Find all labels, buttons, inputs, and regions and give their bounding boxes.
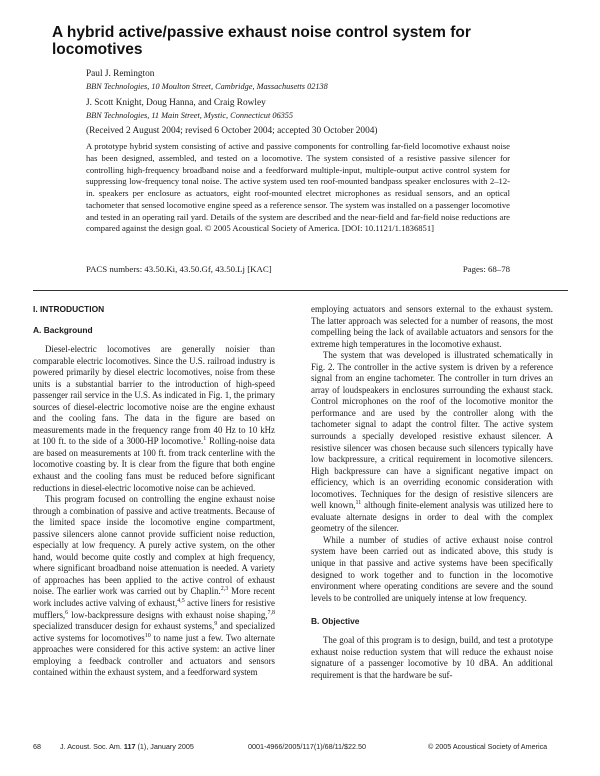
abstract [86,141,510,235]
received-dates: (Received 2 August 2004; revised 6 October 2004; accepted 30 October 2004) [86,126,378,136]
abstract-text: A prototype hybrid system consisting of active and passive components for controlling far-field locomotive exhaust noise has been designed, assembled, and tested on a locomotive. The system consisted of a resistive passive silencer for controlling high-frequency broadband noise and a feedforward multiple-input, multiple-output active control system for suppressing low-frequency tonal noise. The active system used ten roof-mounted bandpass speaker enclosures with 2–12-in. speakers per enclosure as actuators, eight roof-mounted electret microphones as residual sensors, and an optical tachometer that sensed locomotive engine speed as a reference sensor. The system was installed on a passenger locomotive and tested in an operating rail yard. Details of the system are described and the near-field and far-field noise reductions are compared against the design goal. [86,141,510,234]
footer-page-number: 68 [33,742,41,751]
affiliation-2: BBN Technologies, 11 Main Street, Mystic, Connecticut 06355 [86,111,294,120]
pacs-numbers: PACS numbers: 43.50.Ki, 43.50.Gf, 43.50.Lj [KAC] [86,264,272,274]
footer-copyright: © 2005 Acoustical Society of America [428,742,548,751]
section-heading-introduction: I. INTRODUCTION [33,304,105,314]
doi: [DOI: 10.1121/1.1836851] [341,223,435,234]
paragraph: The system that was developed is illustrated schematically in Fig. 2. The controller in the active system is driven by a reference signal from an engine tachometer. The controller in turn drives an array of loudspeakers in enclosures surrounding the exhaust stack. Control microphones on the roof of the locomotive monitor the performance and are used by the controller along with the tachometer signal to adapt the control filter. The active system surrounds a specially developed resistive exhaust silencer. A resistive silencer was chosen because such silencers typically have low backpressure, a critical requirement in locomotive silencers. High backpressure can have a significant negative impact on efficiency, which is an overriding economic consideration with locomotives. Techniques for the design of resistive silencers are well known,$^{11}$ although finite-element analysis was utilized here to evaluate alternate designs in order to deal with the complex geometry of the silencer. [311,350,553,534]
paper-title: A hybrid active/passive exhaust noise control system for locomotives [52,24,471,58]
paragraph: employing actuators and sensors external to the exhaust system. The latter approach was selected for a number of reasons, the most compelling being the lack of available actuators and sensors for the extreme high temperatures in the locomotive exhaust. [311,304,553,349]
author-1: Paul J. Remington [86,69,155,79]
footer-journal: J. Acoust. Soc. Am. 117 (1), January 2005 [60,742,194,751]
paragraph: While a number of studies of active exhaust noise control system have been carried out as indicated above, this study is unique in that passive and active systems have been specifically designed to work together and to function in the locomotive environment where operating conditions are severe and the sound levels to be controlled are uniquely intense at low frequency. [311,534,553,603]
subsection-heading-objective: B. Objective [311,616,360,627]
affiliation-1: BBN Technologies, 10 Moulton Street, Cambridge, Massachusetts 02138 [86,82,328,91]
right-column [311,304,553,681]
footer-code: 0001-4966/2005/117(1)/68/11/$22.50 [248,742,367,751]
paragraph: Diesel-electric locomotives are generally noisier than comparable electric locomotives. Since the U.S. railroad industry is powered primarily by diesel electric locomotives, noise from these units is a substantial barrier to the introduction of high-speed passenger rail service in the U.S. As indicated in Fig. 1, the primary sources of diesel-electric locomotive noise are the engine exhaust and the cooling fans. The data in the figure are based on measurements made in the frequency range from 40 Hz to 10 kHz at 100 ft. to the side of a 3000-HP locomotive.$^1$ Rolling-noise data are based on measurements at 100 ft. from track centerline with the locomotive coasting by. It is clear from the figure that both engine exhaust and the cooling fans must be reduced before significant reductions in diesel-electric locomotive noise can be achieved. [33,344,275,493]
subsection-heading-background: A. Background [33,325,93,335]
copyright: © 2005 Acoustical Society of America. [204,223,340,234]
pacs-line [86,264,510,275]
page-range: Pages: 68–78 [462,264,510,274]
paragraph: This program focused on controlling the engine exhaust noise through a combination of passive and active treatments. Because of the limited space inside the locomotive engine compartment, passive silencers alone cannot provide sufficient noise reduction, especially at low frequency. A purely active system, on the other hand, would become quite costly and complex at high frequency, where significant broadband noise attenuation is needed. A variety of approaches has been applied to the active control of exhaust noise. The earlier work was carried out by Chaplin.$^{2,3}$ More recent work includes active valving of exhaust,$^{4,5}$ active liners for resistive mufflers,$^6$ low-backpressure designs with exhaust noise shaping,$^{7,8}$ specialized transducer design for exhaust systems,$^9$ and specialized active systems for locomotives$^{10}$ to name just a few. Two alternate approaches were considered for this active system: an active liner employing a feedback controller and actuators and sensors contained within the exhaust system, and a feedforward system [33,494,275,678]
left-column [33,304,275,679]
divider [33,290,568,291]
paragraph: The goal of this program is to design, build, and test a prototype exhaust noise reduction system that will reduce the exhaust noise signature of a passenger locomotive by 10 dBA. An additional requirement is that the hardware be suf- [311,635,553,680]
author-2: J. Scott Knight, Doug Hanna, and Craig Rowley [86,98,266,108]
